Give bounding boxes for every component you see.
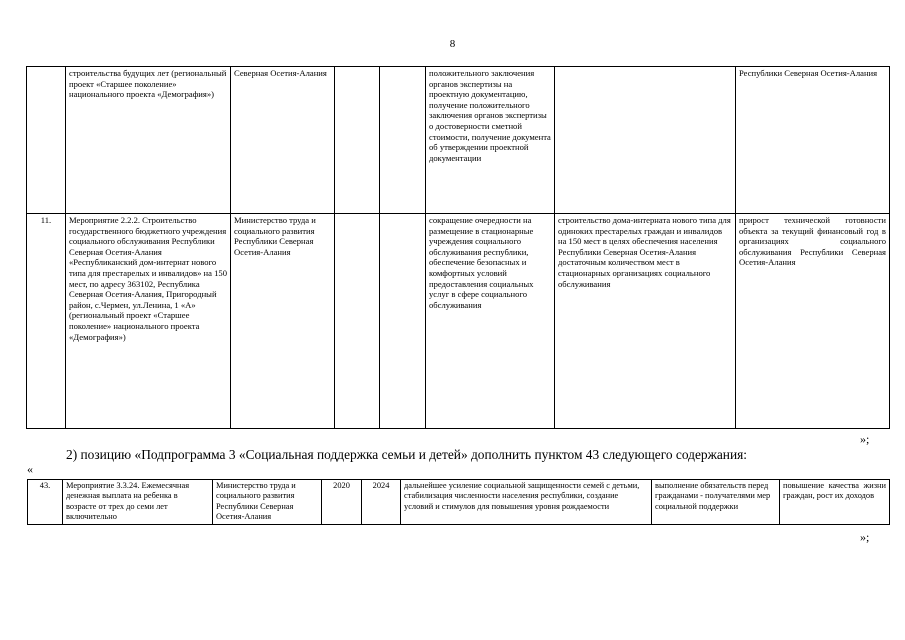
- end-year-cell: [380, 67, 426, 214]
- page-number: 8: [449, 38, 456, 50]
- direct-result-cell: дальнейшее усиление социальной защищенности семей с детьми, стабилизация численности населения республики, создание условий и стимулов для повышения уровня рождаемости: [401, 480, 652, 525]
- opening-quote: «: [27, 462, 33, 476]
- executor-cell: Министерство труда и социального развития Республики Северная Осетия-Алания: [213, 480, 322, 525]
- link-cell: Республики Северная Осетия-Алания: [736, 67, 890, 214]
- consequence-cell: строительство дома-интерната нового типа для одиноких престарелых граждан и инвалидов на 150 мест в целях обеспечения населения Республики Северная Осетия-Алания достаточным количеством мест в стационарных организациях социального обслуживания: [555, 214, 736, 429]
- consequence-cell: [555, 67, 736, 214]
- direct-result-cell: положительного заключения органов экспертизы на проектную документацию, получение положительного заключения органов экспертизы о достоверности сметной стоимости, получение документа об утверждении проектной документации: [426, 67, 555, 214]
- end-year-cell: 2024: [362, 480, 401, 525]
- activity-cell: Мероприятие 2.2.2. Строительство государственного бюджетного учреждения социального обслуживания Республики Северная Осетия-Алания «Республиканский дом-интернат нового типа для престарелых и инвалидов» на 150 мест, по адресу 363102, Республика Северная Осетия-Алания, Пригородный район, с.Чермен, ул.Ленина, 1 «А» (региональный проект «Старшее поколение» национального проекта «Демография»): [66, 214, 231, 429]
- link-cell: повышение качества жизни граждан, рост их доходов: [780, 480, 890, 525]
- start-year-cell: [335, 67, 380, 214]
- table-row: [27, 67, 890, 214]
- table-row: [27, 214, 890, 429]
- amendment-heading: 2) позицию «Подпрограмма 3 «Социальная поддержка семьи и детей» дополнить пунктом 43 следующего содержания:: [66, 447, 748, 462]
- table-row: [28, 480, 890, 525]
- row-number-cell: [27, 67, 66, 214]
- start-year-cell: 2020: [322, 480, 362, 525]
- closing-quote: »;: [860, 432, 870, 446]
- activity-cell: строительства будущих лет (региональный проект «Старшее поколение» национального проекта «Демография»): [66, 67, 231, 214]
- start-year-cell: [335, 214, 380, 429]
- amendment-table: [27, 479, 890, 525]
- activity-cell: Мероприятие 3.3.24. Ежемесячная денежная выплата на ребенка в возрасте от трех до семи лет включительно: [63, 480, 213, 525]
- link-cell: прирост технической готовности объекта за текущий финансовый год в организациях социального обслуживания Республики Северная Осетия-Алания: [736, 214, 890, 429]
- row-number-cell: 43.: [28, 480, 63, 525]
- closing-quote: »;: [860, 530, 870, 544]
- program-table: [26, 66, 890, 429]
- executor-cell: Министерство труда и социального развития Республики Северная Осетия-Алания: [231, 214, 335, 429]
- end-year-cell: [380, 214, 426, 429]
- executor-cell: Северная Осетия-Алания: [231, 67, 335, 214]
- row-number-cell: 11.: [27, 214, 66, 429]
- consequence-cell: выполнение обязательств перед гражданами - получателями мер социальной поддержки: [652, 480, 780, 525]
- direct-result-cell: сокращение очередности на размещение в стационарные учреждения социального обслуживания республики, обеспечение безопасных и комфортных условий предоставления социальных услуг в сфере социального обслуживания: [426, 214, 555, 429]
